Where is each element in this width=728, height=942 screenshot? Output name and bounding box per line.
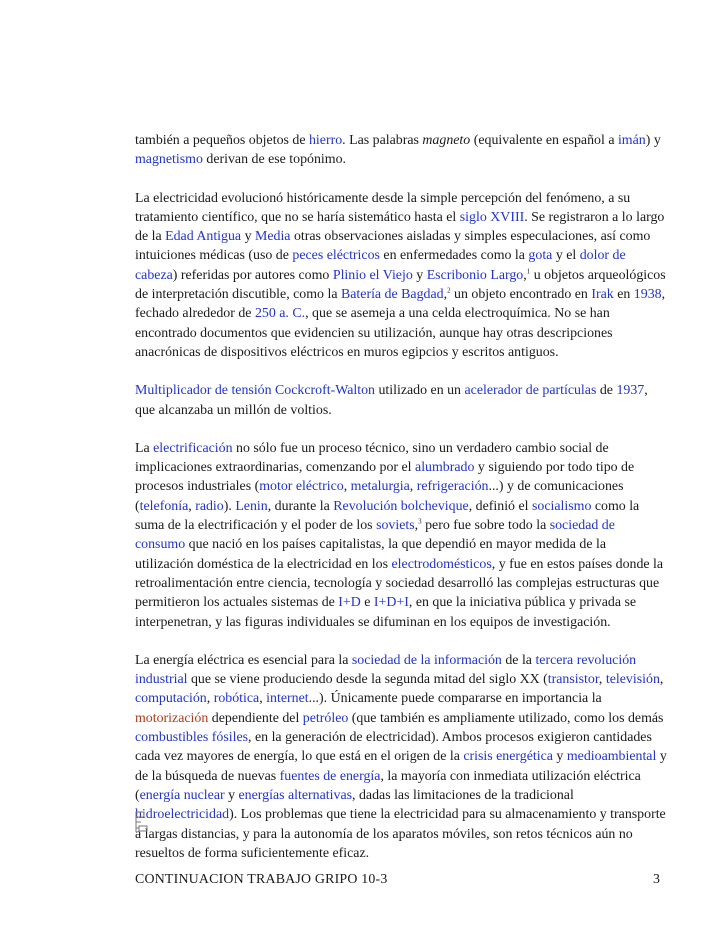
- text-run: que nació en los países capitalistas, la que dependió en mayor medida de la utilización doméstica de la electricidad en los: [135, 537, 606, 572]
- inline-link[interactable]: telefonía: [139, 498, 189, 514]
- text-run: ,: [343, 479, 351, 495]
- paragraph: [135, 439, 667, 632]
- text-run: . Se registraron a lo largo de la: [135, 209, 665, 245]
- text-run: en enfermedades como la: [379, 248, 529, 264]
- inline-link[interactable]: Irak: [591, 287, 614, 303]
- inline-link[interactable]: tercera revolución industrial: [135, 652, 637, 688]
- text-run: , en que la iniciativa pública y privada se interpenetran, y las figuras individuales se difuminan en los equipos de investigación.: [135, 595, 637, 630]
- text-run: , y fue en estos países donde la retroalimentación entre ciencia, tecnología y sociedad desarrolló las complejas estructuras que permitieron los actuales sistemas de: [135, 556, 664, 611]
- inline-link[interactable]: 1937: [616, 383, 645, 399]
- text-run: ,: [206, 691, 214, 707]
- paragraph: [135, 381, 667, 420]
- inline-link[interactable]: radio: [195, 498, 224, 514]
- text-run: utilizado en un: [374, 383, 465, 399]
- inline-link[interactable]: combustibles fósiles: [135, 730, 249, 746]
- inline-link[interactable]: energía nuclear: [139, 787, 225, 803]
- text-run: , en la generación de electricidad). Ambos procesos exigieron cantidades cada vez mayores de energía, lo que está en el origen de la: [135, 730, 652, 765]
- text-run: . Las palabras: [342, 133, 423, 148]
- text-run: La electricidad evolucionó históricamente desde la simple percepción del fenómeno, a su tratamiento científico, que no se haría sistemático hasta el: [135, 190, 631, 225]
- inline-link[interactable]: medioambiental: [566, 749, 657, 765]
- text-run: y de la búsqueda de nuevas: [135, 749, 667, 784]
- text-run: ,: [188, 498, 196, 514]
- text-run: derivan de ese topónimo.: [202, 152, 347, 168]
- broken-image-icon: [135, 811, 149, 833]
- inline-link[interactable]: Media: [254, 229, 291, 245]
- inline-link[interactable]: motor eléctrico: [259, 479, 344, 495]
- text-run: de: [596, 383, 617, 399]
- inline-link[interactable]: peces eléctricos: [292, 248, 380, 264]
- inline-link[interactable]: energías alternativas: [238, 787, 353, 803]
- text-run: ) referidas por autores como: [172, 267, 333, 283]
- text-run: ...) y de comunicaciones (: [135, 479, 624, 514]
- inline-link[interactable]: 1938: [633, 287, 662, 303]
- text-run: ,: [409, 479, 417, 495]
- inline-link[interactable]: gota: [528, 248, 553, 264]
- inline-link[interactable]: transistor: [547, 672, 599, 688]
- text-run: ,: [414, 518, 419, 534]
- page-number: 3: [653, 872, 660, 887]
- text-run: como la suma de la electrificación y el poder de los: [135, 498, 640, 534]
- inline-link[interactable]: socialismo: [531, 498, 592, 514]
- inline-link[interactable]: 250 a. C.: [254, 306, 306, 322]
- text-run: también a pequeños objetos de: [135, 133, 309, 148]
- text-run: , fechado alrededor de: [135, 287, 666, 322]
- inline-link[interactable]: magnetismo: [135, 152, 203, 168]
- text-run: y: [552, 749, 567, 765]
- text-run: ...). Únicamente puede compararse en importancia la: [308, 691, 602, 707]
- inline-link[interactable]: robótica: [213, 691, 260, 707]
- inline-link[interactable]: electrodomésticos: [391, 556, 492, 572]
- inline-link[interactable]: dolor de cabeza: [135, 248, 626, 283]
- text-run: y: [241, 229, 255, 245]
- footnote-ref[interactable]: 3: [418, 517, 422, 526]
- footer-title: CONTINUACION TRABAJO GRIPO 10-3: [135, 872, 388, 887]
- inline-link[interactable]: alumbrado: [415, 460, 475, 476]
- inline-link[interactable]: computación: [135, 691, 207, 707]
- inline-link[interactable]: imán: [617, 133, 646, 148]
- inline-link[interactable]: Multiplicador de tensión Cockcroft-Walton: [135, 383, 375, 399]
- inline-link[interactable]: Batería de Bagdad: [340, 287, 444, 303]
- emphasis-text: magneto: [422, 133, 471, 148]
- text-run: ,: [659, 672, 664, 688]
- text-run: ) y: [645, 133, 661, 148]
- inline-link[interactable]: Edad Antigua: [165, 229, 242, 245]
- text-run: e: [360, 595, 374, 611]
- inline-link[interactable]: hidroelectricidad: [135, 807, 230, 823]
- paragraph: [135, 131, 667, 170]
- inline-link[interactable]: motorización: [135, 710, 209, 726]
- text-run: en: [613, 287, 634, 303]
- text-run: dependiente del: [208, 710, 303, 726]
- inline-link[interactable]: I+D: [338, 595, 361, 611]
- text-run: ).: [223, 498, 236, 514]
- text-run: ,: [259, 691, 267, 707]
- text-run: y: [224, 787, 239, 803]
- inline-link[interactable]: fuentes de energía: [279, 768, 381, 784]
- text-run: no sólo fue un proceso técnico, sino un verdadero cambio social de implicaciones extraordinarias, comenzando por el: [135, 440, 609, 476]
- inline-link[interactable]: televisión: [605, 672, 660, 688]
- text-run: , durante la: [267, 498, 334, 514]
- inline-link[interactable]: Revolución bolchevique: [333, 498, 469, 514]
- text-run: ). Los problemas que tiene la electricidad para su almacenamiento y transporte a largas distancias, y para la autonomía de los aparatos móviles, son retos técnicos aún no resueltos de forma suficientemente eficaz.: [135, 807, 666, 861]
- text-run: de la: [501, 652, 536, 668]
- text-run: otras observaciones aisladas y simples especulaciones, así como intuiciones médicas (uso de: [135, 229, 651, 264]
- text-run: , dadas las limitaciones de la tradicional: [352, 787, 574, 803]
- inline-link[interactable]: siglo XVIII: [459, 209, 525, 225]
- footnote-ref[interactable]: 2: [447, 286, 451, 295]
- inline-link[interactable]: sociedad de consumo: [135, 518, 615, 553]
- text-run: u objetos arqueológicos de interpretación discutible, como la: [135, 267, 666, 303]
- inline-link[interactable]: electrificación: [153, 440, 233, 456]
- text-run: ,: [443, 287, 448, 303]
- inline-link[interactable]: acelerador de partículas: [464, 383, 597, 399]
- inline-link[interactable]: crisis energética: [463, 749, 553, 765]
- inline-link[interactable]: refrigeración: [416, 479, 489, 495]
- text-run: (equivalente en español a: [470, 133, 618, 148]
- paragraph: [135, 189, 667, 363]
- inline-link[interactable]: Plinio el Viejo: [332, 267, 413, 283]
- text-run: ,: [523, 267, 527, 283]
- text-run: , que se asemeja a una celda electroquímica. No se han encontrado documentos que evidencien su utilización, aunque hay otras descripciones anacrónicas de dispositivos eléctricos en muros egipcios y escritos antiguos.: [135, 306, 613, 360]
- inline-link[interactable]: Lenin: [235, 498, 268, 514]
- inline-link[interactable]: sociedad de la información: [351, 652, 502, 668]
- text-run: un objeto encontrado en: [450, 287, 592, 303]
- text-run: que se viene produciendo desde la segunda mitad del siglo XX (: [187, 672, 548, 688]
- text-run: y siguiendo por todo tipo de procesos industriales (: [135, 460, 635, 495]
- inline-link[interactable]: I+D+I: [373, 595, 409, 611]
- text-run: y el: [552, 248, 580, 264]
- text-run: , que alcanzaba un millón de voltios.: [135, 383, 648, 418]
- text-run: , la mayoría con inmediata utilización eléctrica (: [135, 768, 641, 803]
- inline-link[interactable]: soviets: [376, 518, 415, 534]
- text-run: La: [135, 440, 154, 456]
- inline-link[interactable]: internet: [266, 691, 309, 707]
- inline-link[interactable]: hierro: [308, 133, 343, 148]
- inline-link[interactable]: petróleo: [302, 710, 349, 726]
- text-run: , definió el: [468, 498, 532, 514]
- text-run: ,: [598, 672, 606, 688]
- inline-link[interactable]: Escribonio Largo: [426, 267, 524, 283]
- text-run: La energía eléctrica es esencial para la: [135, 652, 352, 668]
- document-body: [135, 131, 667, 863]
- text-run: y: [412, 267, 427, 283]
- text-run: (que también es ampliamente utilizado, como los demás: [348, 710, 664, 726]
- paragraph: [135, 651, 667, 863]
- inline-link[interactable]: metalurgia: [350, 479, 410, 495]
- text-run: pero fue sobre todo la: [421, 518, 550, 534]
- footnote-ref[interactable]: 1: [526, 267, 531, 276]
